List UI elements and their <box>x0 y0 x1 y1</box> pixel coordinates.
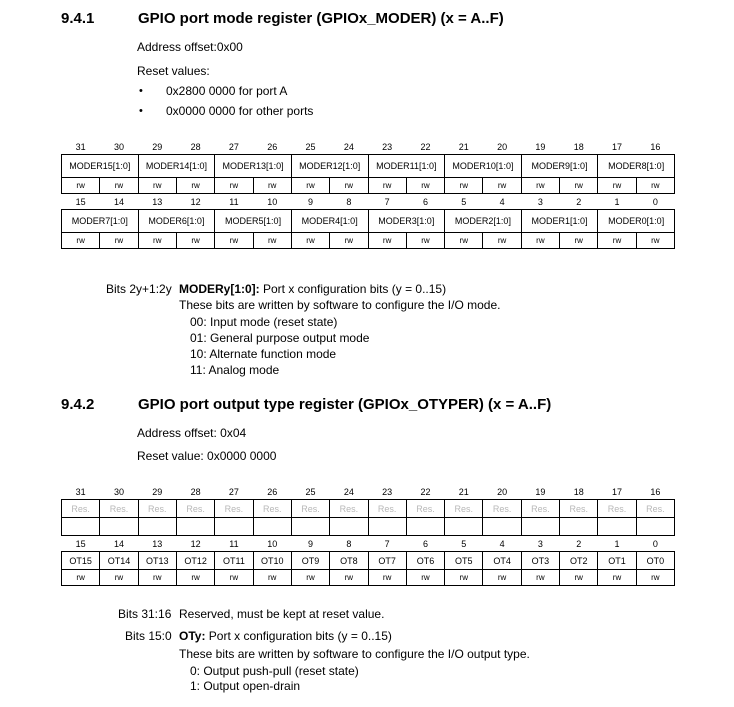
reserved-cell: Res. <box>62 500 100 518</box>
access-cell: rw <box>483 570 521 586</box>
access-cell: rw <box>636 570 674 586</box>
bit-number: 12 <box>190 196 201 207</box>
access-cell: rw <box>483 233 521 249</box>
bit-number: 25 <box>305 486 316 497</box>
field-cell: MODER14[1:0] <box>138 155 215 178</box>
access-cell: rw <box>368 570 406 586</box>
bit-number: 14 <box>113 196 124 207</box>
field-name-row <box>62 155 675 178</box>
empty-cell <box>406 518 444 536</box>
access-cell: rw <box>368 233 406 249</box>
bit-number: 7 <box>384 538 390 549</box>
bit-number: 30 <box>113 141 124 152</box>
access-cell: rw <box>215 178 253 194</box>
empty-cell <box>598 518 636 536</box>
section-title: GPIO port output type register (GPIOx_OTYPER) (x = A..F) <box>138 396 552 413</box>
reset-value: Reset value: 0x0000 0000 <box>137 449 277 463</box>
empty-cell <box>445 518 483 536</box>
empty-cell <box>483 518 521 536</box>
bit-number: 6 <box>422 196 428 207</box>
reserved-cell: Res. <box>138 500 176 518</box>
bit-number: 11 <box>229 538 239 549</box>
bit-number: 10 <box>267 538 278 549</box>
field-summary: Port x configuration bits (y = 0..15) <box>259 282 447 296</box>
bit-number: 4 <box>499 538 505 549</box>
field-cell: MODER2[1:0] <box>445 210 522 233</box>
bit-number: 27 <box>228 486 239 497</box>
access-cell: rw <box>445 178 483 194</box>
reset-item: 0x0000 0000 for other ports <box>166 104 314 118</box>
access-cell: rw <box>368 178 406 194</box>
bit-number: 22 <box>420 486 431 497</box>
bit-number: 0 <box>652 538 658 549</box>
access-cell: rw <box>215 570 253 586</box>
field-cell: OT4 <box>483 552 521 570</box>
bit-number: 16 <box>650 486 661 497</box>
reserved-row <box>62 500 675 518</box>
bit-number: 9 <box>308 196 314 207</box>
empty-cell <box>291 518 329 536</box>
empty-cell <box>176 518 214 536</box>
bit-number: 21 <box>458 141 469 152</box>
field-cell: MODER13[1:0] <box>215 155 292 178</box>
bit-number: 2 <box>576 538 582 549</box>
field-cell: OT12 <box>176 552 214 570</box>
bit-number: 11 <box>229 196 239 207</box>
field-cell: OT9 <box>291 552 329 570</box>
field-name: MODERy[1:0]: <box>179 282 260 296</box>
mode-option: 10: Alternate function mode <box>190 347 337 361</box>
field-summary: Port x configuration bits (y = 0..15) <box>205 629 392 643</box>
access-row <box>62 570 675 586</box>
bullet: • <box>139 85 143 97</box>
empty-cell <box>330 518 368 536</box>
bit-number-row <box>62 139 675 155</box>
reserved-cell: Res. <box>406 500 444 518</box>
access-cell: rw <box>215 233 253 249</box>
bit-number: 20 <box>497 486 508 497</box>
description-line: These bits are written by software to configure the I/O mode. <box>179 298 501 312</box>
bit-number-row <box>62 484 675 500</box>
bit-range: Bits 2y+1:2y <box>106 282 172 296</box>
reserved-cell: Res. <box>100 500 138 518</box>
bit-number: 18 <box>573 141 584 152</box>
empty-cell <box>215 518 253 536</box>
access-cell: rw <box>560 233 598 249</box>
access-cell: rw <box>560 178 598 194</box>
bit-number: 19 <box>535 141 546 152</box>
access-cell: rw <box>598 570 636 586</box>
field-name-row <box>62 552 675 570</box>
field-cell: MODER12[1:0] <box>291 155 368 178</box>
bit-range: Bits 15:0 <box>125 629 172 643</box>
bit-number: 15 <box>75 538 86 549</box>
field-cell: MODER4[1:0] <box>291 210 368 233</box>
access-cell: rw <box>291 178 329 194</box>
access-cell: rw <box>176 570 214 586</box>
access-cell: rw <box>100 178 138 194</box>
field-cell: OT3 <box>521 552 559 570</box>
access-cell: rw <box>406 570 444 586</box>
reset-item: 0x2800 0000 for port A <box>166 84 288 98</box>
field-cell: OT15 <box>62 552 100 570</box>
field-cell: MODER10[1:0] <box>445 155 522 178</box>
bit-number: 24 <box>343 486 354 497</box>
output-option: 0: Output push-pull (reset state) <box>190 664 359 678</box>
access-cell: rw <box>521 178 559 194</box>
bit-number: 31 <box>75 486 86 497</box>
reserved-cell: Res. <box>330 500 368 518</box>
access-row <box>62 178 675 194</box>
field-cell: OT6 <box>406 552 444 570</box>
field-cell: MODER1[1:0] <box>521 210 598 233</box>
access-cell: rw <box>330 570 368 586</box>
access-cell: rw <box>598 233 636 249</box>
bit-number: 27 <box>228 141 239 152</box>
bit-number: 13 <box>152 538 163 549</box>
access-cell: rw <box>253 178 291 194</box>
field-cell: MODER9[1:0] <box>521 155 598 178</box>
bit-number: 18 <box>573 486 584 497</box>
bit-number: 28 <box>190 141 201 152</box>
bit-number: 22 <box>420 141 431 152</box>
bit-number: 15 <box>75 196 86 207</box>
field-cell: MODER8[1:0] <box>598 155 675 178</box>
bit-number: 20 <box>497 141 508 152</box>
field-cell: OT0 <box>636 552 674 570</box>
empty-cell <box>368 518 406 536</box>
bit-number: 10 <box>267 196 278 207</box>
reserved-cell: Res. <box>560 500 598 518</box>
field-description <box>179 629 392 644</box>
reserved-cell: Res. <box>521 500 559 518</box>
bit-number: 12 <box>190 538 201 549</box>
bit-number: 16 <box>650 141 661 152</box>
access-cell: rw <box>406 178 444 194</box>
access-cell: rw <box>330 233 368 249</box>
field-cell: MODER0[1:0] <box>598 210 675 233</box>
bit-number: 28 <box>190 486 201 497</box>
empty-cell <box>100 518 138 536</box>
bit-number: 5 <box>461 538 467 549</box>
reserved-cell: Res. <box>291 500 329 518</box>
access-cell: rw <box>253 570 291 586</box>
field-cell: MODER11[1:0] <box>368 155 445 178</box>
field-name: OTy: <box>179 629 206 643</box>
field-cell: OT2 <box>560 552 598 570</box>
bit-number: 23 <box>382 486 393 497</box>
mode-option: 01: General purpose output mode <box>190 331 370 345</box>
empty-cell <box>138 518 176 536</box>
bit-number: 13 <box>152 196 163 207</box>
empty-cell <box>253 518 291 536</box>
access-cell: rw <box>521 570 559 586</box>
field-cell: OT8 <box>330 552 368 570</box>
address-offset: Address offset: 0x04 <box>137 426 247 440</box>
field-cell: MODER3[1:0] <box>368 210 445 233</box>
description-line: These bits are written by software to configure the I/O output type. <box>179 647 530 661</box>
field-cell: OT5 <box>445 552 483 570</box>
bit-number: 0 <box>652 196 658 207</box>
field-cell: OT1 <box>598 552 636 570</box>
bit-number-row <box>62 194 675 210</box>
access-cell: rw <box>636 233 674 249</box>
access-cell: rw <box>138 233 176 249</box>
bit-number: 3 <box>537 538 543 549</box>
otyper-register-table <box>61 484 675 586</box>
access-cell: rw <box>62 233 100 249</box>
access-cell: rw <box>521 233 559 249</box>
field-cell: OT11 <box>215 552 253 570</box>
reserved-cell: Res. <box>483 500 521 518</box>
access-cell: rw <box>62 570 100 586</box>
access-cell: rw <box>445 570 483 586</box>
bit-number: 26 <box>267 141 278 152</box>
field-cell: OT7 <box>368 552 406 570</box>
output-option: 1: Output open-drain <box>190 679 301 693</box>
bit-number: 30 <box>113 486 124 497</box>
bit-number: 2 <box>576 196 582 207</box>
empty-cell <box>62 518 100 536</box>
section-title: GPIO port mode register (GPIOx_MODER) (x = A..F) <box>138 10 504 27</box>
access-cell: rw <box>291 570 329 586</box>
field-cell: MODER6[1:0] <box>138 210 215 233</box>
bit-number-row <box>62 536 675 552</box>
field-cell: OT14 <box>100 552 138 570</box>
access-cell: rw <box>253 233 291 249</box>
bit-number: 17 <box>612 486 623 497</box>
mode-option: 11: Analog mode <box>190 363 280 377</box>
access-cell: rw <box>406 233 444 249</box>
section-number: 9.4.2 <box>61 396 95 413</box>
reset-values-label: Reset values: <box>137 64 210 78</box>
bit-number: 24 <box>343 141 354 152</box>
access-cell: rw <box>291 233 329 249</box>
reserved-cell: Res. <box>445 500 483 518</box>
access-cell: rw <box>445 233 483 249</box>
bit-number: 25 <box>305 141 316 152</box>
access-cell: rw <box>636 178 674 194</box>
bit-number: 17 <box>612 141 623 152</box>
field-cell: OT10 <box>253 552 291 570</box>
empty-cell <box>636 518 674 536</box>
reserved-cell: Res. <box>215 500 253 518</box>
address-offset: Address offset:0x00 <box>137 40 243 54</box>
bit-number: 1 <box>614 196 620 207</box>
field-name-row <box>62 210 675 233</box>
field-cell: MODER5[1:0] <box>215 210 292 233</box>
field-description <box>179 282 446 297</box>
bit-number: 14 <box>113 538 124 549</box>
bit-number: 21 <box>458 486 469 497</box>
bit-number: 1 <box>614 538 620 549</box>
access-cell: rw <box>483 178 521 194</box>
access-cell: rw <box>176 233 214 249</box>
bit-number: 8 <box>346 196 352 207</box>
bit-number: 8 <box>346 538 352 549</box>
bit-number: 6 <box>422 538 428 549</box>
reserved-description: Reserved, must be kept at reset value. <box>179 607 385 621</box>
section-number: 9.4.1 <box>61 10 95 27</box>
bit-number: 3 <box>537 196 543 207</box>
empty-cell <box>521 518 559 536</box>
empty-cell <box>560 518 598 536</box>
reserved-cell: Res. <box>636 500 674 518</box>
bit-number: 19 <box>535 486 546 497</box>
bit-number: 9 <box>308 538 314 549</box>
reserved-cell: Res. <box>176 500 214 518</box>
bit-number: 31 <box>75 141 86 152</box>
bit-number: 26 <box>267 486 278 497</box>
access-cell: rw <box>138 178 176 194</box>
access-cell: rw <box>62 178 100 194</box>
reserved-cell: Res. <box>368 500 406 518</box>
bit-number: 4 <box>499 196 505 207</box>
field-cell: OT13 <box>138 552 176 570</box>
moder-register-table <box>61 139 675 249</box>
access-cell: rw <box>138 570 176 586</box>
bit-number: 5 <box>461 196 467 207</box>
access-cell: rw <box>100 233 138 249</box>
reserved-cell: Res. <box>598 500 636 518</box>
bit-number: 7 <box>384 196 390 207</box>
bit-number: 23 <box>382 141 393 152</box>
access-cell: rw <box>560 570 598 586</box>
field-cell: MODER7[1:0] <box>62 210 139 233</box>
bit-range: Bits 31:16 <box>118 607 172 621</box>
mode-option: 00: Input mode (reset state) <box>190 315 338 329</box>
access-cell: rw <box>330 178 368 194</box>
access-cell: rw <box>598 178 636 194</box>
access-cell: rw <box>176 178 214 194</box>
reserved-cell: Res. <box>253 500 291 518</box>
bit-number: 29 <box>152 141 163 152</box>
access-cell: rw <box>100 570 138 586</box>
bullet: • <box>139 105 143 117</box>
reserved-access-row <box>62 518 675 536</box>
field-cell: MODER15[1:0] <box>62 155 139 178</box>
bit-number: 29 <box>152 486 163 497</box>
access-row <box>62 233 675 249</box>
